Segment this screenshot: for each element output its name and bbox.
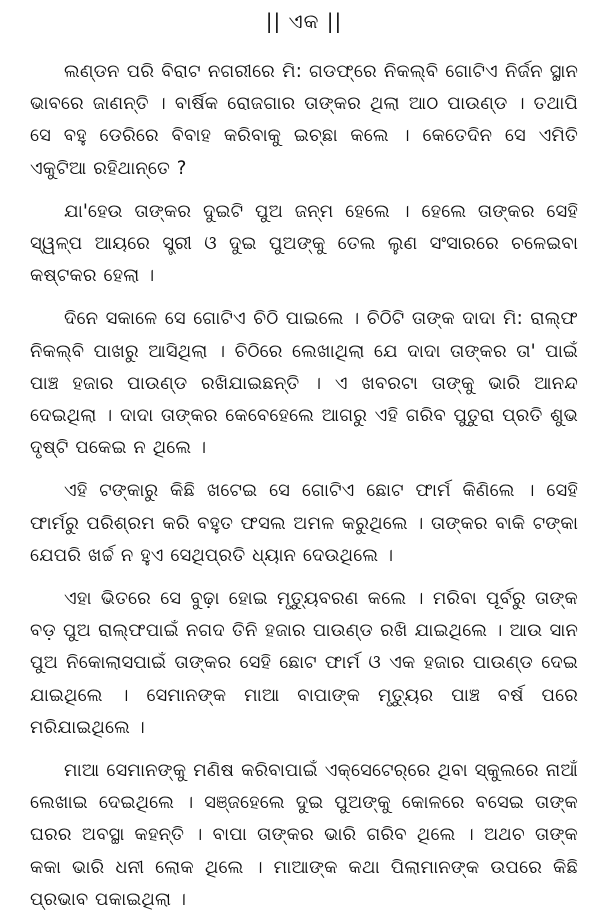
paragraph: ଯା'ହେଉ ତାଙ୍କର ଦୁଇଟି ପୁଅ ଜନ୍ମ ହେଲେ । ହେଲେ ତାଙ୍କର ସେହି ସ୍ୱଳ୍ପ ଆୟରେ ସ୍ତ୍ରୀ ଓ ଦୁଇ ପୁଅଙ୍କୁ ତେଲ ଲୁଣ ସଂସାରରେ ଚଳେଇବା କଷ୍ଟକର ହେଲା । xyxy=(30,200,578,287)
paragraph: ଦିନେ ସକାଳେ ସେ ଗୋଟିଏ ଚିଠି ପାଇଲେ । ଚିଠିଟି ତାଙ୍କ ଦାଦା ମି: ରାଲ୍ଫ ନିକଲ୍ବି ପାଖରୁ ଆସିଥିଲା । ଚିଠିରେ ଲେଖାଥିଲା ଯେ ଦାଦା ତାଙ୍କର ତା' ପାଇଁ ପାଞ୍ଚ ହଜାର ପାଉଣ୍ଡ ରଖିଯାଇଛନ୍ତି । ଏ ଖବରଟା ତାଙ୍କୁ ଭାରି ଆନନ୍ଦ ଦେଇଥିଲା । ଦାଦା ତାଙ୍କର କେବେହେଲେ ଆଗରୁ ଏହି ଗରିବ ପୁତୁରା ପ୍ରତି ଶୁଭ ଦୃଷ୍ଟି ପକେଇ ନ ଥିଲେ । xyxy=(30,308,578,459)
paragraph: ଲଣ୍ଡନ ପରି ବିରାଟ ନଗରୀରେ ମି: ଗଡଫ୍ରେ ନିକଲ୍ବି ଗୋଟିଏ ନିର୍ଜନ ସ୍ଥାନ ଭାବରେ ଜାଣନ୍ତି । ବାର୍ଷିକ ରୋଜଗାର ତାଙ୍କର ଥିଲା ଆଠ ପାଉଣ୍ଡ । ତଥାପି ସେ ବହୁ ଡେରିରେ ବିବାହ କରିବାକୁ ଇଚ୍ଛା କଲେ । କେତେଦିନ ସେ ଏମିତି ଏକୁଟିଆ ରହିଥାନ୍ତେ ? xyxy=(30,61,578,179)
chapter-heading: || ଏକ || xyxy=(265,9,343,33)
paragraph: ଏହା ଭିତରେ ସେ ବୁଢ଼ା ହୋଇ ମୃତ୍ୟୁବରଣ କଲେ । ମରିବା ପୂର୍ବରୁ ତାଙ୍କ ବଡ଼ ପୁଅ ରାଲ୍ଫପାଇଁ ନଗଦ ତିନି ହଜାର ପାଉଣ୍ଡ ରଖି ଯାଇଥିଲେ । ଆଉ ସାନ ପୁଅ ନିକୋଲାସପାଇଁ ତାଙ୍କର ସେହି ଛୋଟ ଫାର୍ମ ଓ ଏକ ହଜାର ପାଉଣ୍ଡ ଦେଇ ଯାଇଥିଲେ । ସେମାନଙ୍କ ମାଆ ବାପାଙ୍କ ମୃତ୍ୟୁର ପାଞ୍ଚ ବର୍ଷ ପରେ ମରିଯାଇଥିଲେ । xyxy=(30,588,578,738)
paragraph: ମାଆ ସେମାନଙ୍କୁ ମଣିଷ କରିବାପାଇଁ ଏକ୍ସେଟେର୍‌ରେ ଥିବା ସ୍କୁଲରେ ନାଆଁ ଲେଖାଇ ଦେଇଥିଲେ । ସଞ୍ଜହେଲେ ଦୁଇ ପୁଅଙ୍କୁ କୋଳରେ ବସେଇ ତାଙ୍କ ଘରର ଅବସ୍ଥା କହନ୍ତି । ବାପା ତାଙ୍କର ଭାରି ଗରିବ ଥିଲେ । ଅଥଚ ତାଙ୍କ କକା ଭାରି ଧନୀ ଲୋକ ଥିଲେ । ମାଆଙ୍କ କଥା ପିଲାମାନଙ୍କ ଉପରେ କିଛି ପ୍ରଭାବ ପକାଇଥିଲା । xyxy=(30,760,578,910)
paragraph: ଏହି ଟଙ୍କାରୁ କିଛି ଖଟେଇ ସେ ଗୋଟିଏ ଛୋଟ ଫାର୍ମ କିଣିଲେ । ସେହି ଫାର୍ମରୁ ପରିଶ୍ରମ କରି ବହୁତ ଫସଲ ଅମଳ କରୁଥିଲେ । ତାଙ୍କର ବାକି ଟଙ୍କା ଯେପରି ଖର୍ଚ୍ଚ ନ ହୁଏ ସେଥିପ୍ରତି ଧ୍ୟାନ ଦେଉଥିଲେ । xyxy=(30,480,578,566)
